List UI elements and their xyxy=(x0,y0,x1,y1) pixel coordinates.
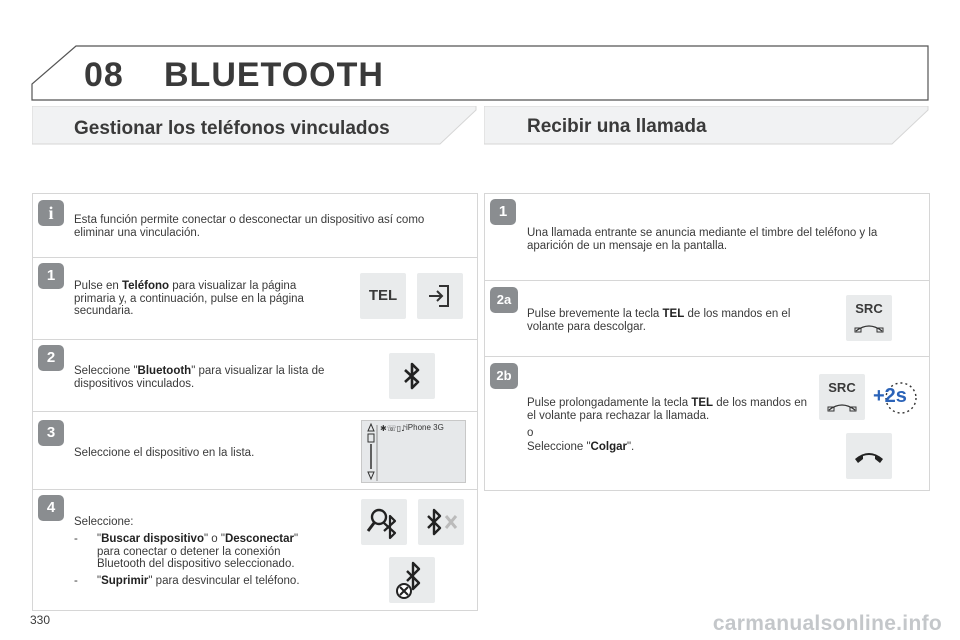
step-badge: 4 xyxy=(38,495,64,521)
step-2-row xyxy=(33,339,477,412)
svg-text:✱☏▯♪: ✱☏▯♪ xyxy=(380,424,406,433)
step-badge: 2 xyxy=(38,345,64,371)
step-badge: 1 xyxy=(490,199,516,225)
search-device-icon xyxy=(361,499,407,545)
bluetooth-button[interactable] xyxy=(389,353,435,399)
step-4-row xyxy=(33,489,477,611)
hang-up-button[interactable] xyxy=(846,433,892,479)
left-section-title: Gestionar los teléfonos vinculados xyxy=(74,118,390,139)
right-steps-panel xyxy=(484,193,930,491)
search-device-button[interactable] xyxy=(361,499,407,545)
step-badge: 2b xyxy=(490,363,518,389)
bluetooth-icon xyxy=(389,353,435,399)
bullet-dash: - xyxy=(74,575,78,587)
call-step-1-text: Una llamada entrante se anuncia mediante el timbre del teléfono y la aparición de un mensaje en la pantalla. xyxy=(527,227,878,252)
hold-timer xyxy=(873,379,921,417)
step-badge: 3 xyxy=(38,420,64,446)
step-4-bullet-2: "Suprimir" para desvincular el teléfono. xyxy=(97,575,300,587)
screen-scroll-icons xyxy=(362,421,406,482)
step-badge: 1 xyxy=(38,263,64,289)
step-4-bullet-1: "Buscar dispositivo" o "Desconectar" para conectar o detener la conexión Bluetooth del dispositivo seleccionado. xyxy=(97,533,299,570)
call-step-2b-select: Seleccione "Colgar". xyxy=(527,441,635,453)
page-number: 330 xyxy=(30,613,51,627)
chapter-number: 08 xyxy=(84,56,124,94)
call-step-2a-row xyxy=(485,280,929,357)
left-steps-panel xyxy=(32,193,478,611)
next-page-icon xyxy=(417,273,463,319)
next-page-button[interactable] xyxy=(417,273,463,319)
step-1-text: Pulse en Teléfono para visualizar la página primaria y, a continuación, pulse en la página secundaria. xyxy=(74,280,304,317)
hang-up-icon xyxy=(846,433,892,479)
disconnect-button[interactable] xyxy=(418,499,464,545)
delete-device-button[interactable] xyxy=(389,557,435,603)
info-row xyxy=(33,194,477,257)
phone-handset-icon xyxy=(846,295,892,341)
tel-button[interactable]: TEL xyxy=(360,273,406,319)
device-list-screen xyxy=(361,420,466,483)
step-4-intro: Seleccione: xyxy=(74,516,134,528)
right-section-title: Recibir una llamada xyxy=(527,116,707,137)
info-text: Esta función permite conectar o desconectar un dispositivo así como eliminar una vinculación. xyxy=(74,214,425,239)
call-step-2b-row xyxy=(485,356,929,491)
hold-duration-label: +2s xyxy=(873,385,907,407)
bluetooth-disconnect-icon xyxy=(418,499,464,545)
src-tel-long-press-button[interactable]: SRC xyxy=(819,374,865,420)
src-tel-button[interactable]: SRC xyxy=(846,295,892,341)
device-name[interactable]: iPhone 3G xyxy=(406,423,444,432)
call-step-2b-text: Pulse prolongadamente la tecla TEL de los mandos en el volante para rechazar la llamada. xyxy=(527,397,808,422)
bullet-dash: - xyxy=(74,533,78,545)
call-step-2b-or: o xyxy=(527,427,534,439)
call-step-2a-text: Pulse brevemente la tecla TEL de los mandos en el volante para descolgar. xyxy=(527,308,791,333)
info-icon: i xyxy=(38,200,64,226)
chapter-title: BLUETOOTH xyxy=(164,56,384,94)
chapter-header xyxy=(30,44,930,102)
bluetooth-delete-icon xyxy=(389,557,435,603)
step-badge: 2a xyxy=(490,287,518,313)
phone-handset-icon xyxy=(819,374,865,420)
watermark: carmanualsonline.info xyxy=(712,612,942,635)
step-2-text: Seleccione "Bluetooth" para visualizar la lista de dispositivos vinculados. xyxy=(74,365,325,390)
step-1-row xyxy=(33,257,477,340)
call-step-1-row xyxy=(485,194,929,280)
step-3-text: Seleccione el dispositivo en la lista. xyxy=(74,447,255,459)
